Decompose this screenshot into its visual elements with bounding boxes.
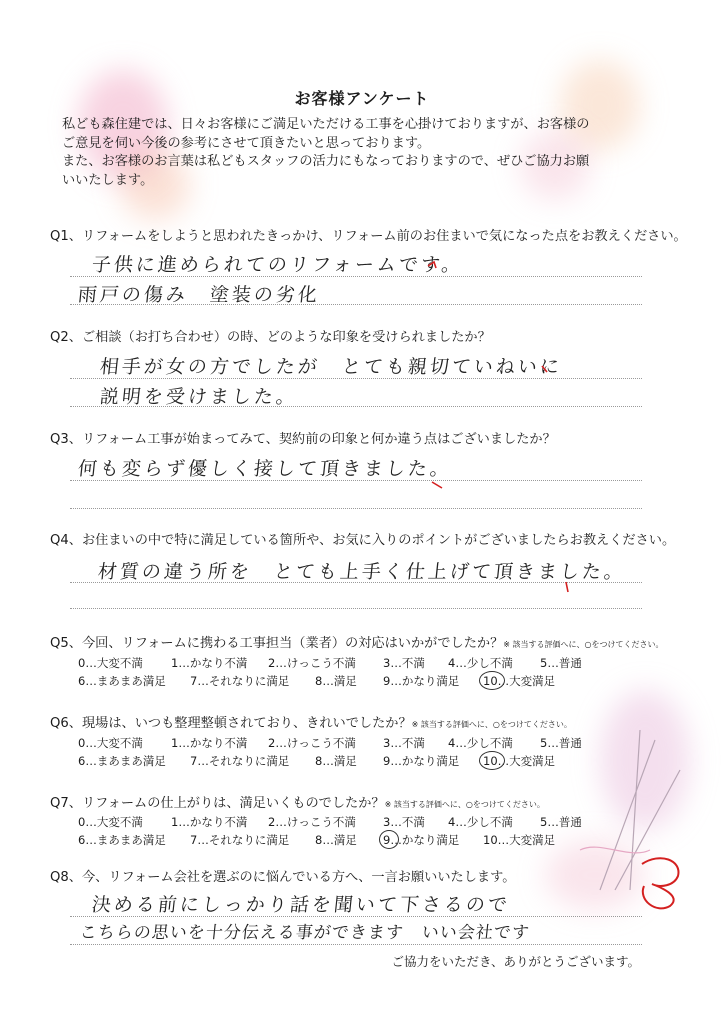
- scale-option: 8…満足: [315, 754, 357, 768]
- red-check-mark: [430, 478, 446, 492]
- answer-line: [70, 508, 642, 509]
- intro-text: [62, 116, 662, 190]
- scale-option: 10…大変満足: [483, 833, 556, 847]
- intro-line: また、お客様のお言葉は私どもスタッフの活力にもなっておりますので、ぜひご協力お願: [62, 154, 590, 169]
- page-title: お客様アンケート: [294, 89, 430, 108]
- scale-option: 7…それなりに満足: [190, 674, 290, 688]
- q3-question: Q3、リフォーム工事が始まってみて、契約前の印象と何か違う点はございましたか？: [50, 432, 556, 447]
- scale-option: 5…普通: [540, 815, 582, 829]
- scale-option: 5…普通: [540, 736, 582, 750]
- q1-answer-line-1: 子供に進められてのリフォームです。: [90, 254, 465, 276]
- scale-option: 0…大変不満: [78, 736, 143, 750]
- q2-answer-line-2: 説明を受けました。: [98, 386, 300, 408]
- scale-option: 1…かなり不満: [171, 736, 248, 750]
- scale-option: 4…少し不満: [448, 736, 513, 750]
- scale-option: 7…それなりに満足: [190, 754, 290, 768]
- intro-line: 私ども森住建では、日々お客様にご満足いただける工事を心掛けておりますが、お客様の: [62, 117, 590, 132]
- q4-answer: 材質の違う所を とても上手く仕上げて頂きました。: [96, 561, 628, 583]
- q5-note: ※ 該当する評価へに、○をつけてください。: [503, 640, 664, 649]
- q2-answer-line-1: 相手が女の方でしたが とても親切ていねいに: [98, 356, 564, 378]
- scale-option: 3…不満: [383, 656, 425, 670]
- q8-answer-line-1: 決める前にしっかり話を聞いて下さるので: [90, 894, 512, 916]
- q7-note: ※ 該当する評価へに、○をつけてください。: [384, 800, 545, 809]
- scale-option: 2…けっこう不満: [268, 656, 356, 670]
- scale-option: 6…まあまあ満足: [78, 833, 166, 847]
- intro-line: いいたします。: [62, 172, 154, 188]
- q6-selected-circle: [479, 751, 505, 770]
- q7-question: [50, 792, 545, 811]
- answer-line: [70, 608, 642, 609]
- scale-option: 4…少し不満: [448, 815, 513, 829]
- scale-option: 10…大変満足: [483, 674, 556, 688]
- scale-option: 5…普通: [540, 656, 582, 670]
- q1-question: Q1、リフォームをしようと思われたきっかけ、リフォーム前のお住まいで気になった点をお教えください。: [50, 229, 687, 244]
- q1-answer-line-2: 雨戸の傷み 塗装の劣化: [76, 284, 322, 306]
- q7-selected-circle: [379, 830, 399, 849]
- q6-question-text: Q6、現場は、いつも整理整頓されており、きれいでしたか？: [50, 716, 412, 731]
- red-check-mark: [426, 258, 440, 272]
- q8-question: Q8、今、リフォーム会社を選ぶのに悩んでいる方へ、一言お願いいたします。: [50, 870, 516, 885]
- q5-question-text: Q5、今回、リフォームに携わる工事担当（業者）の対応はいかがでしたか？: [50, 636, 504, 651]
- scale-option: 6…まあまあ満足: [78, 674, 166, 688]
- scale-option: 9…かなり満足: [383, 674, 460, 688]
- thanks-message: ご協力をいただき、ありがとうございます。: [391, 954, 640, 969]
- scale-option: 1…かなり不満: [171, 815, 248, 829]
- scale-option: 7…それなりに満足: [190, 833, 290, 847]
- red-grade-mark: [620, 850, 700, 910]
- q5-selected-circle: [479, 671, 505, 690]
- q8-answer-line-2: こちらの思いを十分伝える事ができます いい会社です: [78, 923, 531, 943]
- intro-line: ご意見を伺い今後の参考にさせて頂きたいと思っております。: [62, 135, 431, 151]
- red-check-mark: [540, 362, 554, 376]
- scale-option: 0…大変不満: [78, 656, 143, 670]
- scale-option: 3…不満: [383, 815, 425, 829]
- q3-answer: 何も変らず優しく接して頂きました。: [76, 458, 454, 480]
- q7-question-text: Q7、リフォームの仕上がりは、満足いくものでしたか？: [50, 796, 385, 811]
- scale-option: 2…けっこう不満: [268, 736, 356, 750]
- scale-option: 9…かなり満足: [383, 754, 460, 768]
- q5-question: [50, 632, 664, 651]
- q2-question: Q2、ご相談（お打ち合わせ）の時、どのような印象を受けられましたか？: [50, 330, 491, 345]
- scale-option: 9…かなり満足: [383, 833, 460, 847]
- answer-line: [70, 944, 642, 945]
- red-check-mark: [562, 580, 572, 596]
- scale-option: 0…大変不満: [78, 815, 143, 829]
- q6-question: [50, 712, 572, 731]
- scale-option: 3…不満: [383, 736, 425, 750]
- scale-option: 2…けっこう不満: [268, 815, 356, 829]
- q4-question: Q4、お住まいの中で特に満足している箇所や、お気に入りのポイントがございましたらお教えください。: [50, 533, 676, 548]
- scale-option: 4…少し不満: [448, 656, 513, 670]
- scale-option: 8…満足: [315, 674, 357, 688]
- q6-note: ※ 該当する評価へに、○をつけてください。: [411, 720, 572, 729]
- scale-option: 1…かなり不満: [171, 656, 248, 670]
- scale-option: 8…満足: [315, 833, 357, 847]
- scale-option: 6…まあまあ満足: [78, 754, 166, 768]
- scale-option: 10…大変満足: [483, 754, 556, 768]
